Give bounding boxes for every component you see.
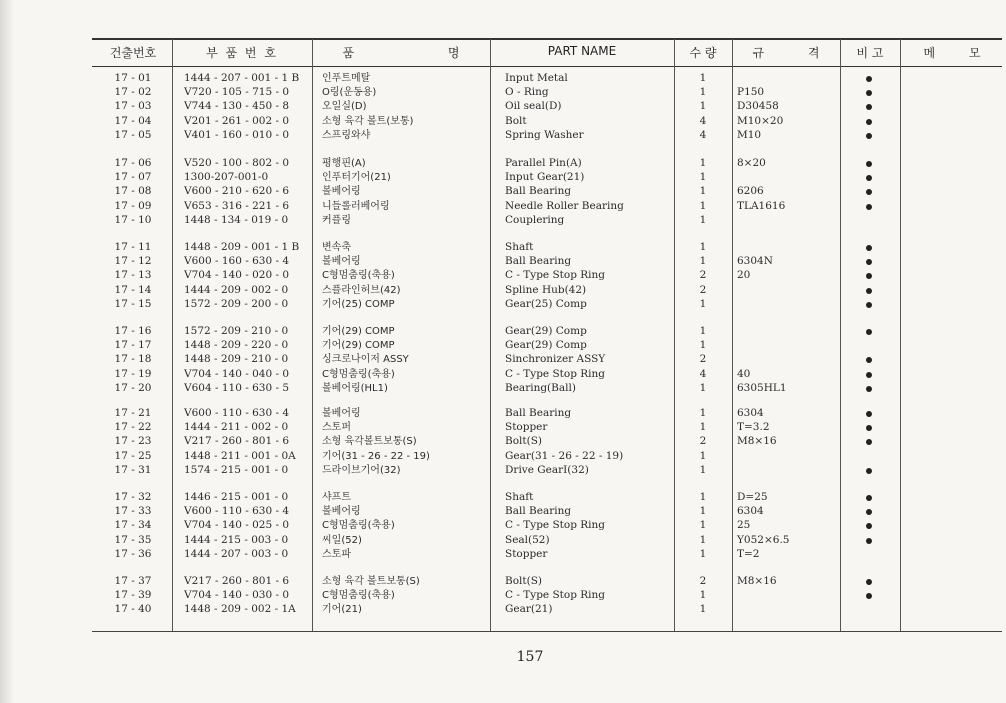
remark-dot — [866, 495, 872, 501]
cell-ko: 오일실(D) — [322, 101, 367, 113]
cell-spec: 20 — [737, 269, 751, 282]
cell-no: 17 - 22 — [114, 421, 152, 434]
cell-en: Shaft — [505, 491, 534, 503]
cell-ko: 스플라인허브(42) — [322, 284, 401, 296]
remark-dot — [866, 133, 872, 139]
cell-no: 17 - 34 — [114, 519, 152, 532]
cell-no: 17 - 32 — [114, 491, 152, 503]
cell-spec: TLA1616 — [737, 199, 786, 212]
remark-dot — [866, 386, 872, 392]
cell-ko: C형멈춤링(축용) — [322, 270, 395, 282]
cell-ko: 볼베어링(HL1) — [322, 382, 388, 394]
cell-pn: V653 - 316 - 221 - 6 — [184, 199, 290, 212]
cell-no: 17 - 07 — [114, 171, 152, 184]
cell-qty: 1 — [699, 72, 707, 84]
cell-spec: 6304 — [737, 505, 764, 518]
cell-en: Oil seal(D) — [505, 100, 562, 113]
cell-no: 17 - 03 — [114, 100, 152, 113]
cell-ko: 소형 육각 볼트보통(S) — [322, 576, 420, 587]
cell-ko: 소형 육각볼트보통(S) — [322, 436, 417, 448]
remark-dot — [866, 579, 872, 585]
cell-no: 17 - 18 — [114, 353, 152, 366]
remark-dot — [866, 357, 872, 363]
cell-en: Gear(21) — [505, 603, 553, 616]
cell-qty: 2 — [699, 269, 707, 282]
cell-qty: 1 — [699, 339, 707, 352]
cell-pn: 1300-207-001-0 — [184, 171, 269, 184]
cell-spec: M8×16 — [737, 435, 777, 448]
header-col-korean-name: 품 명 — [342, 46, 460, 60]
cell-no: 17 - 11 — [114, 241, 152, 253]
cell-no: 17 - 39 — [114, 589, 152, 602]
cell-pn: V217 - 260 - 801 - 6 — [184, 435, 290, 448]
header-col-no: 건출번호 — [109, 46, 157, 60]
cell-spec: 6305HL1 — [737, 381, 787, 394]
cell-en: Ball Bearing — [505, 255, 572, 268]
cell-en: Input Gear(21) — [505, 171, 585, 184]
cell-spec: M8×16 — [737, 575, 777, 587]
cell-qty: 1 — [699, 533, 707, 546]
remark-dot — [866, 189, 872, 195]
cell-no: 17 - 08 — [114, 185, 152, 198]
cell-qty: 2 — [699, 353, 707, 366]
cell-en: Drive GearI(32) — [505, 463, 589, 476]
remark-dot — [866, 161, 872, 167]
cell-spec: M10 — [737, 128, 762, 141]
remark-dot — [866, 273, 872, 279]
cell-qty: 1 — [699, 185, 707, 198]
cell-no: 17 - 14 — [114, 283, 152, 296]
cell-no: 17 - 25 — [114, 449, 152, 462]
cell-ko: 볼베어링 — [322, 506, 361, 518]
cell-no: 17 - 21 — [114, 407, 152, 419]
column-divider — [312, 39, 313, 631]
cell-no: 17 - 40 — [114, 603, 152, 616]
cell-qty: 1 — [699, 325, 707, 337]
cell-ko: 볼베어링 — [322, 408, 361, 419]
cell-no: 17 - 36 — [114, 547, 152, 560]
cell-qty: 1 — [699, 100, 707, 113]
remark-dot — [866, 204, 872, 210]
header-col-qty: 수 량 — [689, 46, 717, 60]
cell-qty: 1 — [699, 255, 707, 268]
cell-pn: 1444 - 207 - 001 - 1 B — [184, 72, 300, 84]
cell-pn: 1448 - 209 - 002 - 1A — [184, 603, 296, 616]
cell-pn: V600 - 160 - 630 - 4 — [184, 255, 290, 268]
cell-spec: Y052×6.5 — [737, 533, 790, 546]
cell-spec: 6304N — [737, 255, 773, 268]
cell-ko: 스프링와샤 — [322, 129, 371, 141]
cell-no: 17 - 35 — [114, 533, 152, 546]
cell-qty: 1 — [699, 463, 707, 476]
cell-no: 17 - 04 — [114, 114, 152, 127]
cell-pn: 1448 - 209 - 001 - 1 B — [184, 241, 300, 253]
cell-spec: T=2 — [737, 547, 760, 560]
cell-pn: V217 - 260 - 801 - 6 — [184, 575, 290, 587]
cell-no: 17 - 02 — [114, 86, 152, 99]
cell-en: Bearing(Ball) — [505, 381, 576, 394]
cell-ko: 스토파 — [322, 548, 351, 560]
column-divider — [172, 39, 173, 631]
cell-qty: 1 — [699, 157, 707, 169]
cell-spec: D=25 — [737, 491, 768, 503]
cell-pn: 1574 - 215 - 001 - 0 — [184, 463, 289, 476]
cell-pn: V600 - 110 - 630 - 4 — [184, 505, 290, 518]
cell-ko: 기어(29) COMP — [322, 326, 395, 337]
cell-qty: 1 — [699, 603, 707, 616]
cell-en: Seal(52) — [505, 533, 550, 546]
cell-no: 17 - 17 — [114, 339, 152, 352]
cell-pn: 1444 - 207 - 003 - 0 — [184, 547, 289, 560]
cell-pn: 1448 - 211 - 001 - 0A — [184, 449, 296, 462]
remark-dot — [866, 259, 872, 265]
remark-dot — [866, 302, 872, 308]
remark-dot — [866, 372, 872, 378]
cell-en: Shaft — [505, 241, 534, 253]
cell-qty: 2 — [699, 283, 707, 296]
table-header-rule — [92, 66, 1002, 67]
cell-en: Gear(29) Comp — [505, 339, 587, 352]
cell-en: C - Type Stop Ring — [505, 269, 606, 282]
page-number: 157 — [516, 649, 544, 665]
cell-qty: 1 — [699, 86, 707, 99]
cell-qty: 1 — [699, 297, 707, 310]
cell-ko: 니들롤러베어링 — [322, 200, 390, 212]
cell-qty: 1 — [699, 407, 707, 419]
cell-en: Ball Bearing — [505, 407, 572, 419]
cell-spec: T=3.2 — [737, 421, 770, 434]
cell-spec: 6206 — [737, 185, 764, 198]
column-divider — [732, 39, 733, 631]
cell-ko: 변속축 — [322, 242, 351, 253]
remark-dot — [866, 411, 872, 417]
cell-spec: 40 — [737, 367, 751, 380]
cell-pn: V520 - 100 - 802 - 0 — [184, 157, 290, 169]
cell-qty: 1 — [699, 505, 707, 518]
cell-pn: 1448 - 209 - 210 - 0 — [184, 353, 289, 366]
cell-ko: 볼베어링 — [322, 186, 361, 198]
remark-dot — [866, 119, 872, 125]
cell-qty: 4 — [699, 128, 707, 141]
cell-no: 17 - 09 — [114, 199, 152, 212]
cell-ko: 소형 육각 볼트(보통) — [322, 115, 414, 127]
cell-qty: 1 — [699, 381, 707, 394]
remark-dot — [866, 509, 872, 515]
cell-qty: 1 — [699, 213, 707, 226]
cell-qty: 4 — [699, 114, 707, 127]
cell-spec: 25 — [737, 519, 751, 532]
cell-no: 17 - 19 — [114, 367, 152, 380]
cell-ko: 싱크로나이저 ASSY — [322, 354, 409, 366]
cell-pn: 1444 - 209 - 002 - 0 — [184, 283, 289, 296]
remark-dot — [866, 425, 872, 431]
header-col-spec: 규 격 — [752, 46, 820, 60]
remark-dot — [866, 90, 872, 96]
cell-pn: V604 - 110 - 630 - 5 — [184, 381, 290, 394]
cell-en: Gear(31 - 26 - 22 - 19) — [505, 449, 624, 462]
cell-no: 17 - 13 — [114, 269, 152, 282]
cell-pn: 1572 - 209 - 200 - 0 — [184, 297, 289, 310]
table-top-rule — [92, 38, 1002, 40]
cell-en: Bolt(S) — [505, 435, 543, 448]
remark-dot — [866, 288, 872, 294]
cell-ko: 씨일(52) — [322, 534, 362, 546]
cell-qty: 2 — [699, 435, 707, 448]
cell-en: O - Ring — [505, 86, 549, 99]
cell-qty: 1 — [699, 519, 707, 532]
cell-pn: V744 - 130 - 450 - 8 — [184, 100, 290, 113]
cell-en: Parallel Pin(A) — [505, 157, 582, 169]
cell-en: Bolt — [505, 114, 527, 127]
cell-no: 17 - 16 — [114, 325, 152, 337]
cell-qty: 1 — [699, 547, 707, 560]
cell-en: Couplering — [505, 213, 565, 226]
cell-pn: 1444 - 211 - 002 - 0 — [184, 421, 289, 434]
header-col-part-no: 부 품 번 호 — [206, 46, 278, 60]
cell-qty: 1 — [699, 589, 707, 602]
remark-dot — [866, 245, 872, 251]
cell-ko: 기어(29) COMP — [322, 340, 395, 352]
cell-pn: V201 - 261 - 002 - 0 — [184, 114, 290, 127]
cell-no: 17 - 23 — [114, 435, 152, 448]
remark-dot — [866, 593, 872, 599]
header-col-part-name: PART NAME — [547, 44, 617, 58]
cell-en: Spring Washer — [505, 128, 584, 141]
cell-ko: 볼베어링 — [322, 256, 361, 268]
cell-ko: 인푸터기어(21) — [322, 172, 391, 184]
cell-pn: V704 - 140 - 030 - 0 — [184, 589, 290, 602]
cell-no: 17 - 12 — [114, 255, 152, 268]
cell-spec: 6304 — [737, 407, 764, 419]
cell-no: 17 - 37 — [114, 575, 152, 587]
cell-pn: V704 - 140 - 025 - 0 — [184, 519, 290, 532]
cell-no: 17 - 33 — [114, 505, 152, 518]
cell-pn: 1446 - 215 - 001 - 0 — [184, 491, 289, 503]
cell-qty: 1 — [699, 171, 707, 184]
cell-spec: 8×20 — [737, 157, 766, 169]
cell-qty: 1 — [699, 491, 707, 503]
column-divider — [840, 39, 841, 631]
cell-pn: V704 - 140 - 020 - 0 — [184, 269, 290, 282]
cell-en: Ball Bearing — [505, 185, 572, 198]
page-edge-shadow — [0, 0, 14, 703]
remark-dot — [866, 468, 872, 474]
cell-ko: C형멈춤링(축용) — [322, 368, 395, 380]
cell-ko: 드라이브기어(32) — [322, 464, 401, 476]
cell-ko: 기어(21) — [322, 604, 362, 616]
cell-en: Spline Hub(42) — [505, 283, 587, 296]
cell-qty: 2 — [699, 575, 707, 587]
cell-en: Needle Roller Bearing — [505, 199, 624, 212]
cell-pn: 1444 - 215 - 003 - 0 — [184, 533, 289, 546]
remark-dot — [866, 329, 872, 335]
cell-qty: 1 — [699, 449, 707, 462]
cell-qty: 1 — [699, 421, 707, 434]
cell-en: Gear(29) Comp — [505, 325, 587, 337]
cell-qty: 4 — [699, 367, 707, 380]
cell-pn: V704 - 140 - 040 - 0 — [184, 367, 290, 380]
cell-pn: 1448 - 134 - 019 - 0 — [184, 213, 289, 226]
cell-ko: 평행핀(A) — [322, 158, 366, 169]
cell-qty: 1 — [699, 241, 707, 253]
remark-dot — [866, 175, 872, 181]
cell-ko: 기어(31 - 26 - 22 - 19) — [322, 450, 430, 462]
cell-no: 17 - 15 — [114, 297, 152, 310]
cell-no: 17 - 20 — [114, 381, 152, 394]
cell-pn: 1448 - 209 - 220 - 0 — [184, 339, 289, 352]
cell-ko: O링(운동용) — [322, 87, 377, 99]
cell-ko: 커플링 — [322, 214, 351, 226]
cell-en: C - Type Stop Ring — [505, 519, 606, 532]
cell-no: 17 - 06 — [114, 157, 152, 169]
cell-qty: 1 — [699, 199, 707, 212]
cell-ko: 스토퍼 — [322, 422, 351, 434]
remark-dot — [866, 104, 872, 110]
cell-en: Bolt(S) — [505, 575, 543, 587]
header-col-memo: 메 모 — [923, 46, 981, 60]
cell-en: Stopper — [505, 421, 548, 434]
cell-pn: V600 - 110 - 630 - 4 — [184, 407, 290, 419]
cell-spec: M10×20 — [737, 114, 784, 127]
remark-dot — [866, 76, 872, 82]
cell-ko: 샤프트 — [322, 492, 351, 503]
cell-en: Sinchronizer ASSY — [505, 353, 606, 366]
cell-pn: 1572 - 209 - 210 - 0 — [184, 325, 289, 337]
cell-no: 17 - 05 — [114, 128, 152, 141]
cell-en: Gear(25) Comp — [505, 297, 587, 310]
cell-ko: C형멈춤링(축용) — [322, 590, 395, 602]
cell-en: C - Type Stop Ring — [505, 367, 606, 380]
cell-ko: 인푸트메탈 — [322, 73, 371, 84]
cell-spec: D30458 — [737, 100, 779, 113]
remark-dot — [866, 439, 872, 445]
cell-en: Input Metal — [505, 72, 568, 84]
column-divider — [900, 39, 901, 631]
cell-pn: V600 - 210 - 620 - 6 — [184, 185, 290, 198]
header-col-remark: 비 고 — [856, 46, 884, 60]
cell-spec: P150 — [737, 86, 765, 99]
cell-no: 17 - 31 — [114, 463, 152, 476]
cell-no: 17 - 01 — [114, 72, 152, 84]
cell-pn: V720 - 105 - 715 - 0 — [184, 86, 290, 99]
cell-ko: 기어(25) COMP — [322, 298, 395, 310]
table-bottom-rule — [92, 631, 1002, 632]
cell-en: C - Type Stop Ring — [505, 589, 606, 602]
cell-en: Ball Bearing — [505, 505, 572, 518]
cell-ko: C형멈춤링(축용) — [322, 520, 395, 532]
remark-dot — [866, 538, 872, 544]
cell-no: 17 - 10 — [114, 213, 152, 226]
remark-dot — [866, 523, 872, 529]
cell-en: Stopper — [505, 547, 548, 560]
cell-pn: V401 - 160 - 010 - 0 — [184, 128, 290, 141]
